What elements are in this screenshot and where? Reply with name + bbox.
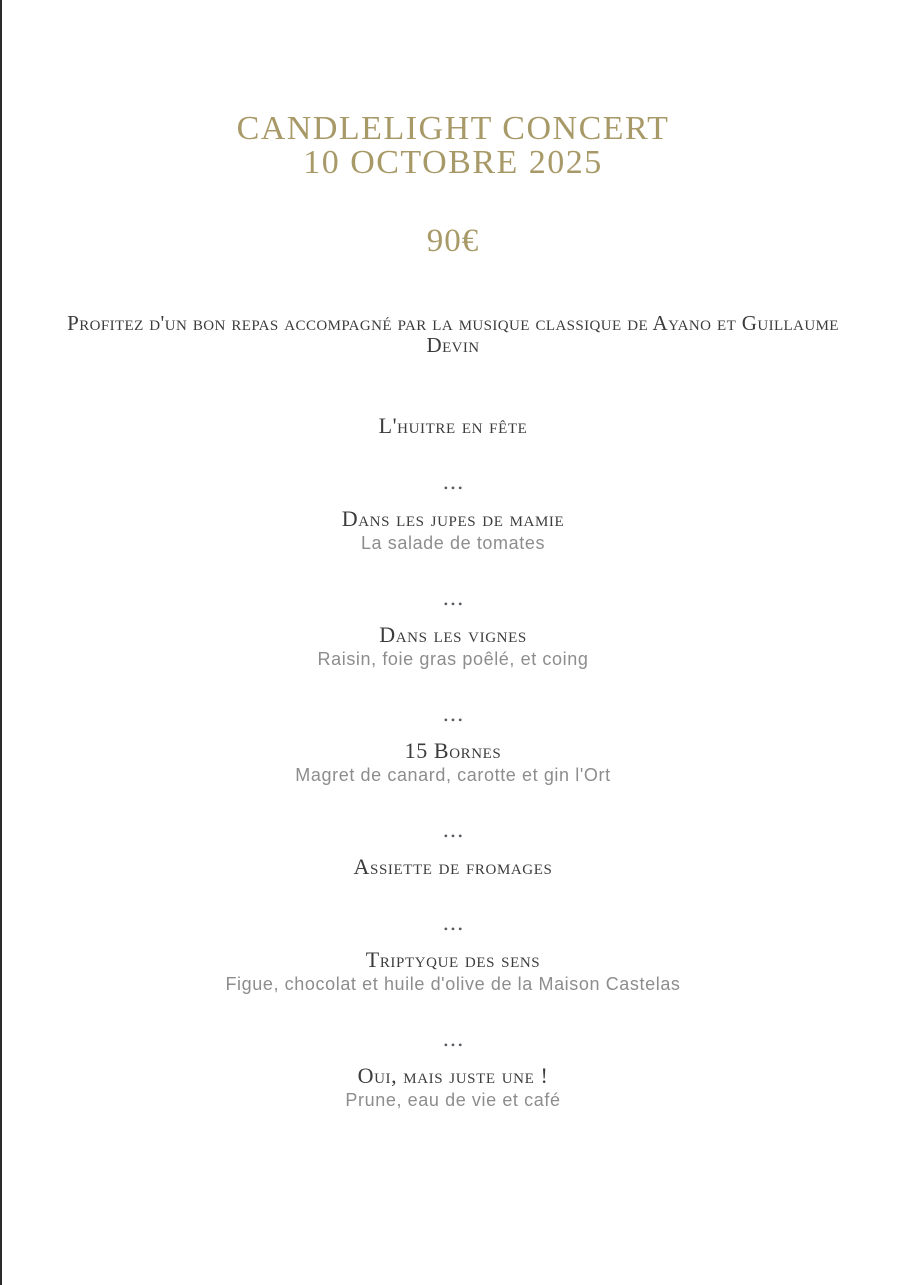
dots-separator: ••• (443, 829, 466, 843)
dots-separator: ••• (443, 713, 466, 727)
course-description: Figue, chocolat et huile d'olive de la Maison Castelas (225, 974, 681, 994)
course-description: La salade de tomates (360, 533, 546, 553)
course-name: Dans les jupes de mamie (341, 506, 565, 531)
course-description: Magret de canard, carotte et gin l'Ort (295, 765, 611, 785)
course-name: Oui, mais juste une ! (357, 1063, 549, 1088)
dots-separator: ••• (443, 922, 466, 936)
course-list (0, 414, 906, 1111)
menu-title (0, 112, 906, 180)
course-item (0, 1039, 906, 1111)
menu-price: 90€ (426, 223, 480, 259)
page-left-edge-line (0, 0, 2, 1285)
intro-text: Profitez d'un bon repas accompagné par la musique classique de Ayano et Guillaume Devin (67, 311, 839, 357)
event-title: CANDLELIGHT CONCERT (236, 110, 670, 147)
course-item (0, 714, 906, 786)
dots-separator: ••• (443, 1038, 466, 1052)
course-description: Prune, eau de vie et café (345, 1090, 561, 1110)
dots-separator: ••• (443, 481, 466, 495)
course-description: Raisin, foie gras poêlé, et coing (317, 649, 589, 669)
course-item (0, 414, 906, 438)
dots-separator: ••• (443, 597, 466, 611)
course-item (0, 482, 906, 554)
course-item (0, 830, 906, 879)
course-name: Assiette de fromages (353, 854, 553, 879)
course-name: L'huitre en fête (378, 413, 528, 438)
course-name: Dans les vignes (379, 622, 527, 647)
course-item (0, 923, 906, 995)
course-name: Triptyque des sens (365, 947, 541, 972)
course-item (0, 598, 906, 670)
course-name: 15 Bornes (404, 738, 502, 763)
event-date: 10 OCTOBRE 2025 (303, 144, 603, 181)
